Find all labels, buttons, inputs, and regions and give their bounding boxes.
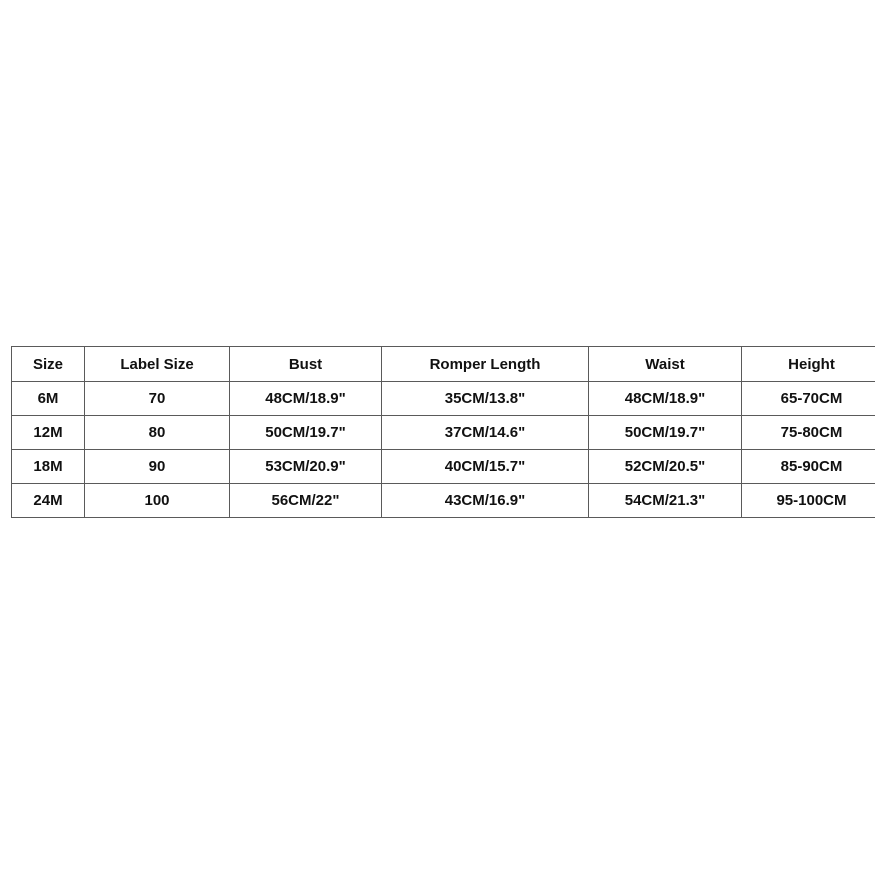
table-header-row [12, 347, 875, 382]
size-chart-table [11, 346, 875, 518]
cell-size: 24M [12, 484, 85, 518]
cell-waist: 48CM/18.9" [589, 382, 742, 416]
cell-romper-length: 40CM/15.7" [382, 450, 589, 484]
cell-bust: 56CM/22" [230, 484, 382, 518]
header-waist: Waist [589, 347, 742, 382]
cell-height: 95-100CM [742, 484, 875, 518]
table-row [12, 416, 875, 450]
cell-label-size: 100 [85, 484, 230, 518]
cell-romper-length: 35CM/13.8" [382, 382, 589, 416]
cell-label-size: 90 [85, 450, 230, 484]
header-label-size: Label Size [85, 347, 230, 382]
table-row [12, 484, 875, 518]
cell-label-size: 80 [85, 416, 230, 450]
cell-size: 12M [12, 416, 85, 450]
cell-height: 65-70CM [742, 382, 875, 416]
cell-height: 75-80CM [742, 416, 875, 450]
table-row [12, 450, 875, 484]
cell-bust: 48CM/18.9" [230, 382, 382, 416]
cell-romper-length: 37CM/14.6" [382, 416, 589, 450]
header-size: Size [12, 347, 85, 382]
cell-label-size: 70 [85, 382, 230, 416]
header-bust: Bust [230, 347, 382, 382]
cell-size: 18M [12, 450, 85, 484]
cell-waist: 50CM/19.7" [589, 416, 742, 450]
header-romper-length: Romper Length [382, 347, 589, 382]
header-height: Height [742, 347, 875, 382]
cell-romper-length: 43CM/16.9" [382, 484, 589, 518]
cell-bust: 50CM/19.7" [230, 416, 382, 450]
table-row [12, 382, 875, 416]
cell-size: 6M [12, 382, 85, 416]
cell-height: 85-90CM [742, 450, 875, 484]
cell-waist: 54CM/21.3" [589, 484, 742, 518]
cell-bust: 53CM/20.9" [230, 450, 382, 484]
cell-waist: 52CM/20.5" [589, 450, 742, 484]
